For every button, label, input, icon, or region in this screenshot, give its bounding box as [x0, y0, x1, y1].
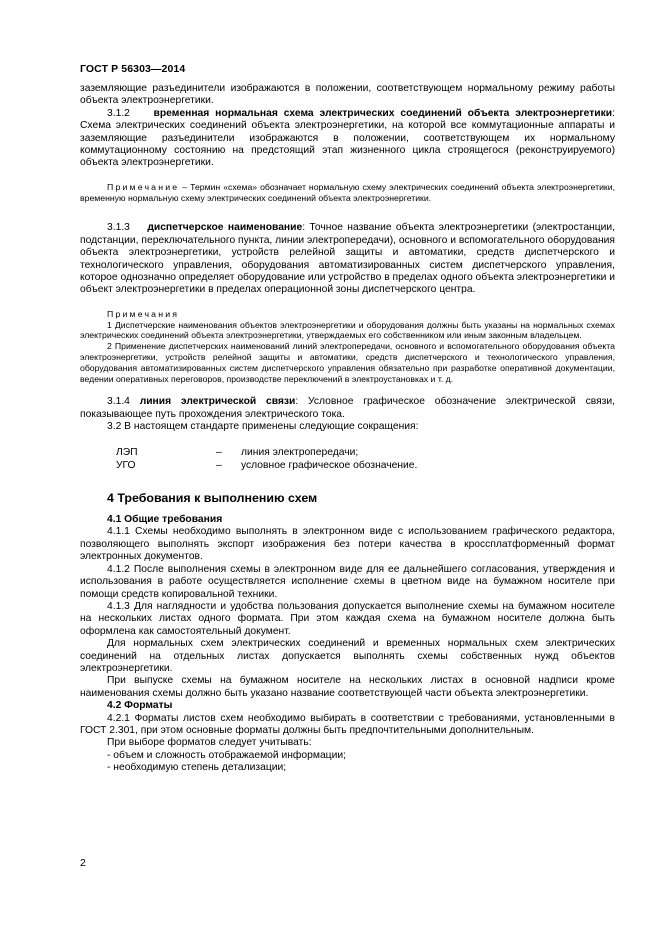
paragraph: 4.1.3 Для наглядности и удобства пользования допускается выполнение схемы на бумажном носителе на нескольких листах одного формата. При этом каждая схема на бумажном носителе должна быть оформлена как самостоятельный документ.	[80, 600, 615, 637]
subsection-heading: 4.1 Общие требования	[107, 514, 223, 526]
term: диспетчерское наименование	[147, 222, 303, 234]
clause-3-2: 3.2 В настоящем стандарте применены следующие сокращения:	[107, 421, 419, 433]
definition-text: : Точное название объекта электроэнергетики (электростанции, подстанции, переключательного пункта, линии электропередачи), основного и вспомогательного оборудования объекта электроэнергетики, устройств релейной защиты и автоматики, средств диспетчерского и технологического управления, оборудования автоматизированных систем диспетчерского управления, которое однозначно определяет оборудование или устройство в пределах одного объекта электроэнергетики и объект электроэнергетики в пределах операционной зоны диспетчерского центра.	[80, 222, 615, 296]
note	[80, 182, 615, 204]
paragraph: При выборе форматов следует учитывать:	[107, 737, 312, 749]
subsection-heading: 4.2 Форматы	[107, 700, 173, 712]
list-item: - объем и сложность отображаемой информации;	[107, 749, 346, 761]
list-item: - необходимую степень детализации;	[107, 762, 287, 774]
term: временная нормальная схема электрических соединений объекта электроэнергетики	[153, 107, 613, 119]
paragraph: Для нормальных схем электрических соединений и временных нормальных схем электрических соединений на отдельных листах допускается выполнять схемы собственных нужд объектов электроэнергетики.	[80, 638, 615, 674]
note-1: 1 Диспетчерские наименования объектов электроэнергетики и оборудования должны быть указаны на нормальных схемах электрических соединений объекта электроэнергетики, утверждаемых его собственником или иным законным владельцем.	[80, 319, 615, 341]
paragraph: 4.2.1 Форматы листов схем необходимо выбирать в соответствии с требованиями, установленными в ГОСТ 2.301, при этом основные форматы должны быть предпочтительными дополнительным.	[80, 712, 615, 736]
page-number: 2	[80, 857, 86, 869]
definition-text: : Условное графическое обозначение электрической связи, показывающее путь прохождения электрического тока.	[80, 396, 615, 420]
document-header: ГОСТ Р 56303—2014	[80, 63, 186, 75]
definition-3-1-4	[80, 396, 615, 421]
abbreviation-row: УГО – условное графическое обозначение.	[116, 459, 418, 471]
term: линия электрической связи	[139, 396, 296, 408]
clause-number: 3.1.3	[107, 222, 130, 234]
clause-number: 3.1.4	[107, 396, 130, 408]
note-label: Примечание	[107, 181, 180, 192]
definition-3-1-2	[80, 108, 615, 170]
section-heading: 4 Требования к выполнению схем	[107, 490, 318, 505]
paragraph: 4.1.1 Схемы необходимо выполнять в электронном виде с использованием графического редактора, позволяющего выполнять экспорт изображения без потери качества в кроссплатформенный формат электронных документов.	[80, 526, 615, 563]
note-text: – Термин «схема» обозначает нормальную схему электрических соединений объекта электроэнергетики, временную нормальную схему электрических соединений объекта электроэнергетики.	[80, 181, 615, 203]
definition-3-1-3	[80, 222, 615, 296]
notes-label: Примечания	[107, 308, 180, 319]
clause-number: 3.1.2	[107, 107, 130, 119]
note-2: 2 Применение диспетчерских наименований линий электропередачи, основного и вспомогательного оборудования объекта электроэнергетики, устройств релейной защиты и автоматики, средств диспетчерского и технологического управления, оборудования автоматизированных систем диспетчерского управления обязательно при разработке оперативной документации, ведении оперативных переговоров, производстве переключений в электроустановках и т. д.	[80, 341, 615, 384]
paragraph: 4.1.2 После выполнения схемы в электронном виде для ее дальнейшего согласования, утверждения и использования в работе осуществляется исполнение схемы в цветном виде на бумажном носителе при помощи средств копировальной техники.	[80, 563, 615, 600]
paragraph: При выпуске схемы на бумажном носителе на нескольких листах в основной надписи кроме наименования схемы должно быть указано название соответствующей части объекта электроэнергетики.	[80, 675, 615, 699]
abbreviation-row: ЛЭП – линия электропередачи;	[116, 446, 359, 458]
definition-text: : Схема электрических соединений объекта электроэнергетики, на которой все коммутационные аппараты и заземляющие разъединители изображаются в положении, соответствующем их нормальному коммутационному состоянию на предстоящий этап жизненного цикла строящегося (реконструируемого) объекта электроэнергетики.	[80, 107, 615, 169]
paragraph: заземляющие разъединители изображаются в положении, соответствующем нормальному режиму работы объекта электроэнергетики.	[80, 83, 615, 107]
document-body	[80, 83, 615, 775]
